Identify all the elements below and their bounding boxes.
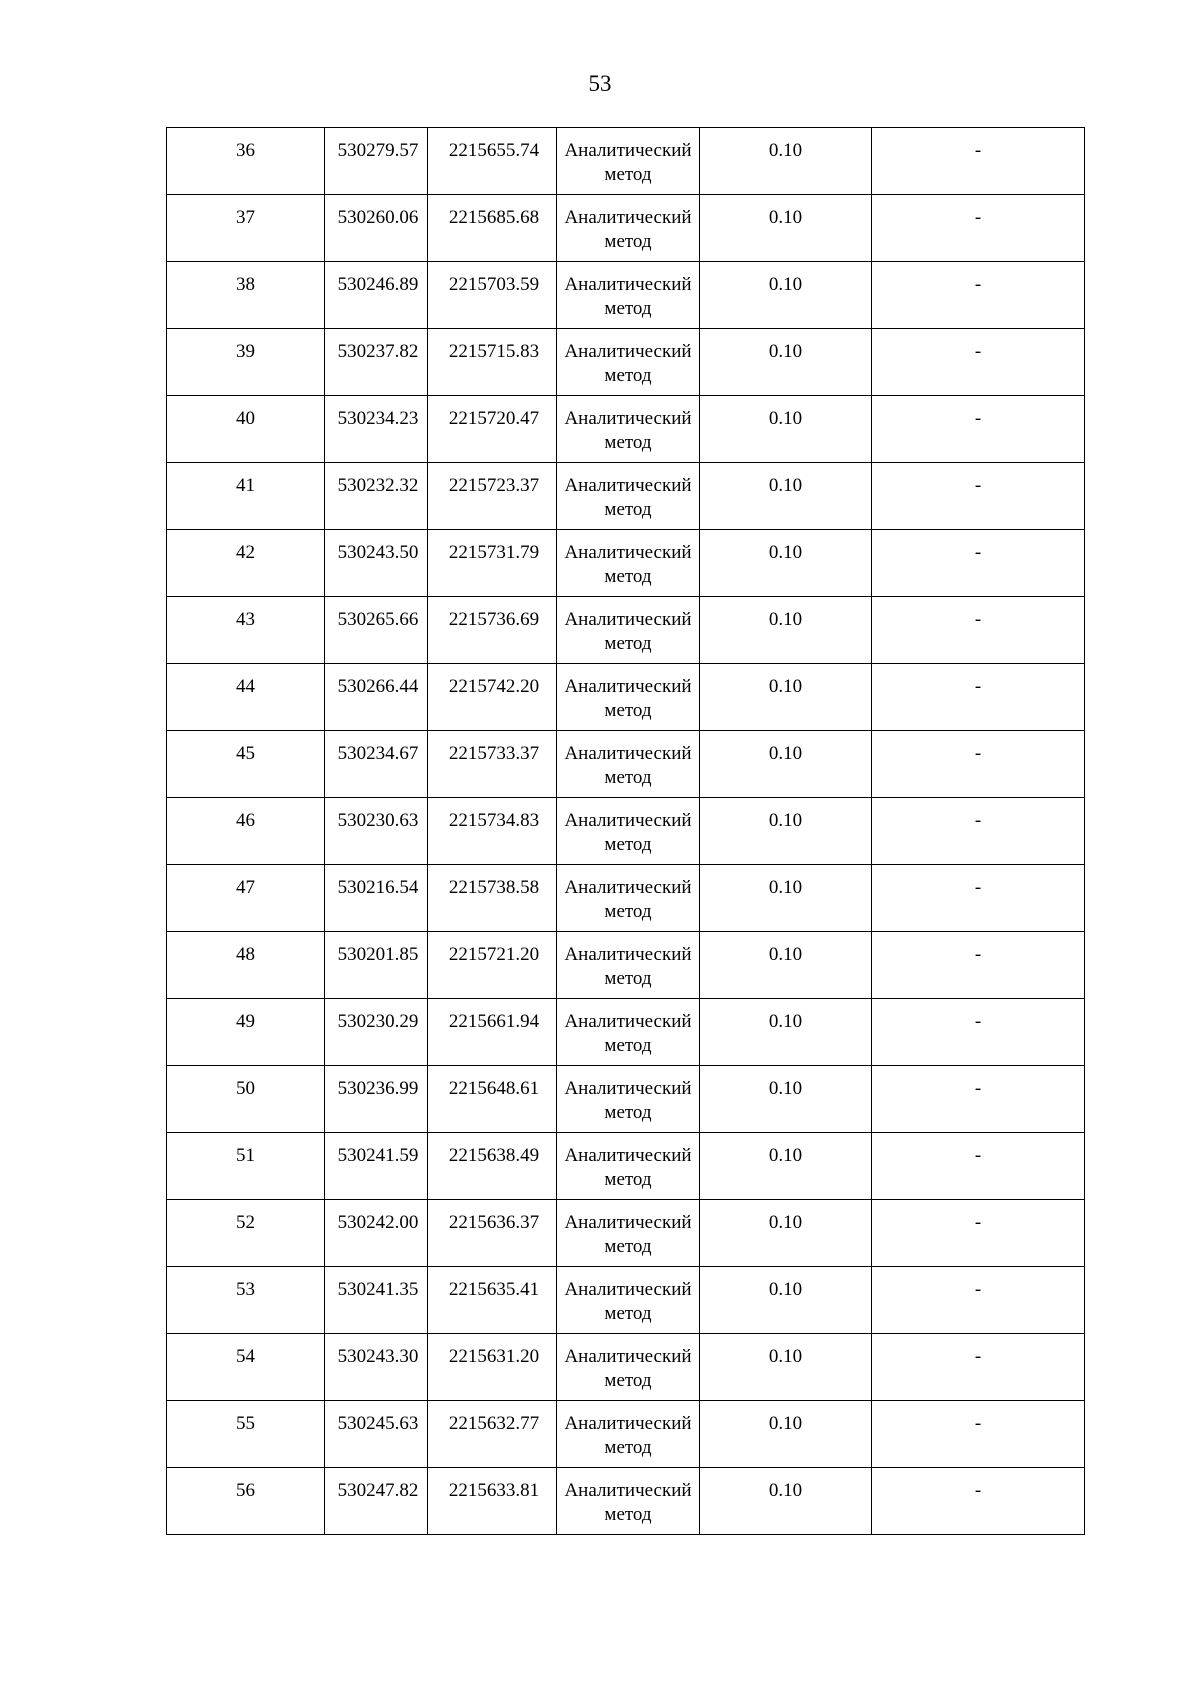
x-coordinate-text: 530245.63 [337, 1413, 419, 1434]
table-row [167, 1066, 1085, 1133]
x-coordinate-cell [325, 597, 428, 664]
y-coordinate-cell [428, 664, 557, 731]
table-row [167, 1334, 1085, 1401]
point-number-cell [167, 1334, 325, 1401]
method-cell [557, 1468, 700, 1535]
accuracy-cell [700, 1200, 872, 1267]
note-cell [872, 1468, 1085, 1535]
y-coordinate-text: 2215631.20 [448, 1346, 540, 1367]
x-coordinate-cell [325, 195, 428, 262]
note-cell [872, 262, 1085, 329]
x-coordinate-cell [325, 1066, 428, 1133]
y-coordinate-text: 2215636.37 [448, 1212, 540, 1233]
note-cell [872, 597, 1085, 664]
note-text: - [974, 207, 982, 228]
point-number-text: 45 [236, 743, 255, 764]
y-coordinate-text: 2215734.83 [448, 810, 540, 831]
point-number-cell [167, 932, 325, 999]
method-cell [557, 798, 700, 865]
method-text: Аналитический метод [564, 341, 692, 386]
accuracy-text: 0.10 [768, 1413, 803, 1434]
method-text: Аналитический метод [564, 609, 692, 654]
y-coordinate-text: 2215655.74 [448, 140, 540, 161]
note-text: - [974, 542, 982, 563]
accuracy-text: 0.10 [768, 140, 803, 161]
note-text: - [974, 1145, 982, 1166]
accuracy-cell [700, 597, 872, 664]
method-cell [557, 932, 700, 999]
point-number-cell [167, 262, 325, 329]
x-coordinate-cell [325, 128, 428, 195]
y-coordinate-cell [428, 1401, 557, 1468]
point-number-cell [167, 396, 325, 463]
method-text: Аналитический метод [564, 1279, 692, 1324]
x-coordinate-cell [325, 463, 428, 530]
accuracy-cell [700, 664, 872, 731]
x-coordinate-text: 530201.85 [337, 944, 419, 965]
accuracy-cell [700, 731, 872, 798]
method-text: Аналитический метод [564, 542, 692, 587]
x-coordinate-cell [325, 530, 428, 597]
note-cell [872, 664, 1085, 731]
x-coordinate-text: 530236.99 [337, 1078, 419, 1099]
x-coordinate-text: 530260.06 [337, 207, 419, 228]
note-cell [872, 731, 1085, 798]
y-coordinate-text: 2215721.20 [448, 944, 540, 965]
method-cell [557, 1334, 700, 1401]
point-number-text: 49 [236, 1011, 255, 1032]
y-coordinate-cell [428, 1133, 557, 1200]
y-coordinate-cell [428, 999, 557, 1066]
y-coordinate-cell [428, 798, 557, 865]
accuracy-text: 0.10 [768, 810, 803, 831]
y-coordinate-text: 2215720.47 [448, 408, 540, 429]
note-text: - [974, 1279, 982, 1300]
point-number-cell [167, 463, 325, 530]
y-coordinate-text: 2215632.77 [448, 1413, 540, 1434]
method-text: Аналитический метод [564, 944, 692, 989]
note-cell [872, 1267, 1085, 1334]
note-text: - [974, 609, 982, 630]
table-row [167, 1133, 1085, 1200]
method-text: Аналитический метод [564, 1145, 692, 1190]
accuracy-cell [700, 329, 872, 396]
point-number-text: 36 [236, 140, 255, 161]
note-cell [872, 1066, 1085, 1133]
y-coordinate-cell [428, 195, 557, 262]
y-coordinate-cell [428, 1066, 557, 1133]
method-text: Аналитический метод [564, 207, 692, 252]
method-cell [557, 999, 700, 1066]
accuracy-text: 0.10 [768, 944, 803, 965]
method-text: Аналитический метод [564, 1011, 692, 1056]
accuracy-text: 0.10 [768, 1212, 803, 1233]
accuracy-text: 0.10 [768, 207, 803, 228]
table-row [167, 798, 1085, 865]
accuracy-text: 0.10 [768, 274, 803, 295]
method-cell [557, 530, 700, 597]
note-cell [872, 329, 1085, 396]
point-number-cell [167, 530, 325, 597]
y-coordinate-text: 2215633.81 [448, 1480, 540, 1501]
point-number-text: 40 [236, 408, 255, 429]
point-number-cell [167, 1468, 325, 1535]
x-coordinate-text: 530230.29 [337, 1011, 419, 1032]
note-text: - [974, 274, 982, 295]
note-cell [872, 1334, 1085, 1401]
method-text: Аналитический метод [564, 1212, 692, 1257]
y-coordinate-text: 2215733.37 [448, 743, 540, 764]
x-coordinate-cell [325, 329, 428, 396]
accuracy-text: 0.10 [768, 1480, 803, 1501]
method-text: Аналитический метод [564, 274, 692, 319]
note-text: - [974, 1078, 982, 1099]
point-number-cell [167, 664, 325, 731]
method-text: Аналитический метод [564, 676, 692, 721]
method-cell [557, 128, 700, 195]
x-coordinate-text: 530243.50 [337, 542, 419, 563]
method-text: Аналитический метод [564, 1413, 692, 1458]
note-text: - [974, 877, 982, 898]
y-coordinate-cell [428, 1334, 557, 1401]
note-cell [872, 999, 1085, 1066]
x-coordinate-text: 530242.00 [337, 1212, 419, 1233]
x-coordinate-text: 530237.82 [337, 341, 419, 362]
accuracy-cell [700, 1267, 872, 1334]
y-coordinate-cell [428, 1267, 557, 1334]
accuracy-cell [700, 463, 872, 530]
x-coordinate-cell [325, 1401, 428, 1468]
accuracy-text: 0.10 [768, 1078, 803, 1099]
y-coordinate-text: 2215661.94 [448, 1011, 540, 1032]
method-cell [557, 262, 700, 329]
method-cell [557, 396, 700, 463]
y-coordinate-text: 2215723.37 [448, 475, 540, 496]
note-text: - [974, 1346, 982, 1367]
method-text: Аналитический метод [564, 1480, 692, 1525]
method-cell [557, 463, 700, 530]
y-coordinate-text: 2215736.69 [448, 609, 540, 630]
accuracy-cell [700, 195, 872, 262]
accuracy-text: 0.10 [768, 676, 803, 697]
point-number-text: 41 [236, 475, 255, 496]
y-coordinate-text: 2215703.59 [448, 274, 540, 295]
method-cell [557, 1133, 700, 1200]
method-cell [557, 865, 700, 932]
x-coordinate-cell [325, 865, 428, 932]
x-coordinate-text: 530246.89 [337, 274, 419, 295]
note-cell [872, 1200, 1085, 1267]
method-text: Аналитический метод [564, 810, 692, 855]
note-cell [872, 932, 1085, 999]
table-row [167, 1267, 1085, 1334]
point-number-cell [167, 1200, 325, 1267]
note-text: - [974, 1212, 982, 1233]
note-text: - [974, 341, 982, 362]
x-coordinate-cell [325, 731, 428, 798]
point-number-text: 55 [236, 1413, 255, 1434]
x-coordinate-cell [325, 932, 428, 999]
accuracy-cell [700, 1401, 872, 1468]
y-coordinate-text: 2215742.20 [448, 676, 540, 697]
accuracy-cell [700, 932, 872, 999]
point-number-text: 56 [236, 1480, 255, 1501]
x-coordinate-cell [325, 1200, 428, 1267]
x-coordinate-text: 530234.67 [337, 743, 419, 764]
point-number-text: 51 [236, 1145, 255, 1166]
table-row [167, 1401, 1085, 1468]
method-cell [557, 597, 700, 664]
accuracy-cell [700, 262, 872, 329]
point-number-cell [167, 1267, 325, 1334]
y-coordinate-cell [428, 1468, 557, 1535]
x-coordinate-cell [325, 262, 428, 329]
table-row [167, 128, 1085, 195]
y-coordinate-text: 2215648.61 [448, 1078, 540, 1099]
table-row [167, 530, 1085, 597]
y-coordinate-text: 2215715.83 [448, 341, 540, 362]
point-number-text: 38 [236, 274, 255, 295]
x-coordinate-text: 530265.66 [337, 609, 419, 630]
point-number-text: 42 [236, 542, 255, 563]
note-cell [872, 396, 1085, 463]
y-coordinate-cell [428, 262, 557, 329]
point-number-text: 53 [236, 1279, 255, 1300]
x-coordinate-text: 530243.30 [337, 1346, 419, 1367]
method-text: Аналитический метод [564, 408, 692, 453]
x-coordinate-text: 530241.59 [337, 1145, 419, 1166]
y-coordinate-text: 2215731.79 [448, 542, 540, 563]
accuracy-cell [700, 798, 872, 865]
note-text: - [974, 810, 982, 831]
accuracy-cell [700, 999, 872, 1066]
method-cell [557, 195, 700, 262]
y-coordinate-cell [428, 597, 557, 664]
method-text: Аналитический метод [564, 877, 692, 922]
x-coordinate-text: 530279.57 [337, 140, 419, 161]
note-text: - [974, 475, 982, 496]
table-row [167, 664, 1085, 731]
x-coordinate-cell [325, 1334, 428, 1401]
y-coordinate-text: 2215638.49 [448, 1145, 540, 1166]
y-coordinate-text: 2215738.58 [448, 877, 540, 898]
accuracy-cell [700, 1334, 872, 1401]
accuracy-cell [700, 865, 872, 932]
accuracy-text: 0.10 [768, 542, 803, 563]
point-number-text: 46 [236, 810, 255, 831]
point-number-text: 37 [236, 207, 255, 228]
note-cell [872, 798, 1085, 865]
accuracy-text: 0.10 [768, 1145, 803, 1166]
table-row [167, 195, 1085, 262]
x-coordinate-cell [325, 396, 428, 463]
x-coordinate-cell [325, 1468, 428, 1535]
method-text: Аналитический метод [564, 1078, 692, 1123]
table-row [167, 262, 1085, 329]
note-text: - [974, 1011, 982, 1032]
point-number-cell [167, 865, 325, 932]
y-coordinate-cell [428, 396, 557, 463]
accuracy-text: 0.10 [768, 1279, 803, 1300]
method-text: Аналитический метод [564, 1346, 692, 1391]
x-coordinate-text: 530241.35 [337, 1279, 419, 1300]
accuracy-cell [700, 1066, 872, 1133]
x-coordinate-cell [325, 999, 428, 1066]
page-number: 53 [588, 71, 612, 96]
method-cell [557, 1267, 700, 1334]
table-row [167, 1200, 1085, 1267]
table-row [167, 396, 1085, 463]
note-text: - [974, 140, 982, 161]
table-row [167, 999, 1085, 1066]
method-cell [557, 731, 700, 798]
x-coordinate-cell [325, 664, 428, 731]
x-coordinate-text: 530266.44 [337, 676, 419, 697]
method-cell [557, 1200, 700, 1267]
accuracy-text: 0.10 [768, 341, 803, 362]
accuracy-text: 0.10 [768, 475, 803, 496]
accuracy-text: 0.10 [768, 1011, 803, 1032]
table-row [167, 932, 1085, 999]
accuracy-cell [700, 128, 872, 195]
point-number-cell [167, 798, 325, 865]
x-coordinate-text: 530247.82 [337, 1480, 419, 1501]
x-coordinate-text: 530234.23 [337, 408, 419, 429]
point-number-cell [167, 1401, 325, 1468]
accuracy-text: 0.10 [768, 408, 803, 429]
point-number-text: 50 [236, 1078, 255, 1099]
y-coordinate-text: 2215635.41 [448, 1279, 540, 1300]
y-coordinate-cell [428, 932, 557, 999]
accuracy-cell [700, 1133, 872, 1200]
note-cell [872, 1133, 1085, 1200]
point-number-text: 48 [236, 944, 255, 965]
table-row [167, 731, 1085, 798]
x-coordinate-text: 530230.63 [337, 810, 419, 831]
y-coordinate-cell [428, 865, 557, 932]
note-cell [872, 530, 1085, 597]
y-coordinate-cell [428, 329, 557, 396]
y-coordinate-cell [428, 1200, 557, 1267]
point-number-text: 47 [236, 877, 255, 898]
point-number-cell [167, 597, 325, 664]
point-number-cell [167, 329, 325, 396]
accuracy-cell [700, 396, 872, 463]
accuracy-cell [700, 1468, 872, 1535]
x-coordinate-text: 530232.32 [337, 475, 419, 496]
note-text: - [974, 743, 982, 764]
accuracy-text: 0.10 [768, 1346, 803, 1367]
table-row [167, 865, 1085, 932]
coordinates-table [166, 127, 1085, 1535]
note-text: - [974, 1480, 982, 1501]
point-number-text: 39 [236, 341, 255, 362]
method-cell [557, 1066, 700, 1133]
accuracy-text: 0.10 [768, 877, 803, 898]
method-text: Аналитический метод [564, 743, 692, 788]
y-coordinate-cell [428, 128, 557, 195]
point-number-cell [167, 1066, 325, 1133]
y-coordinate-cell [428, 463, 557, 530]
x-coordinate-cell [325, 1133, 428, 1200]
table-row [167, 1468, 1085, 1535]
table-row [167, 463, 1085, 530]
method-cell [557, 329, 700, 396]
point-number-cell [167, 731, 325, 798]
method-text: Аналитический метод [564, 140, 692, 185]
point-number-text: 43 [236, 609, 255, 630]
x-coordinate-cell [325, 798, 428, 865]
note-text: - [974, 676, 982, 697]
table-row [167, 597, 1085, 664]
accuracy-text: 0.10 [768, 743, 803, 764]
method-cell [557, 1401, 700, 1468]
point-number-cell [167, 1133, 325, 1200]
note-cell [872, 865, 1085, 932]
note-text: - [974, 1413, 982, 1434]
point-number-cell [167, 999, 325, 1066]
point-number-text: 52 [236, 1212, 255, 1233]
method-text: Аналитический метод [564, 475, 692, 520]
point-number-text: 54 [236, 1346, 255, 1367]
x-coordinate-text: 530216.54 [337, 877, 419, 898]
note-text: - [974, 944, 982, 965]
point-number-cell [167, 195, 325, 262]
accuracy-text: 0.10 [768, 609, 803, 630]
note-cell [872, 463, 1085, 530]
accuracy-cell [700, 530, 872, 597]
y-coordinate-cell [428, 530, 557, 597]
note-cell [872, 195, 1085, 262]
table-body [167, 128, 1085, 1535]
table-row [167, 329, 1085, 396]
method-cell [557, 664, 700, 731]
point-number-cell [167, 128, 325, 195]
note-text: - [974, 408, 982, 429]
y-coordinate-text: 2215685.68 [448, 207, 540, 228]
note-cell [872, 128, 1085, 195]
point-number-text: 44 [236, 676, 255, 697]
x-coordinate-cell [325, 1267, 428, 1334]
note-cell [872, 1401, 1085, 1468]
y-coordinate-cell [428, 731, 557, 798]
